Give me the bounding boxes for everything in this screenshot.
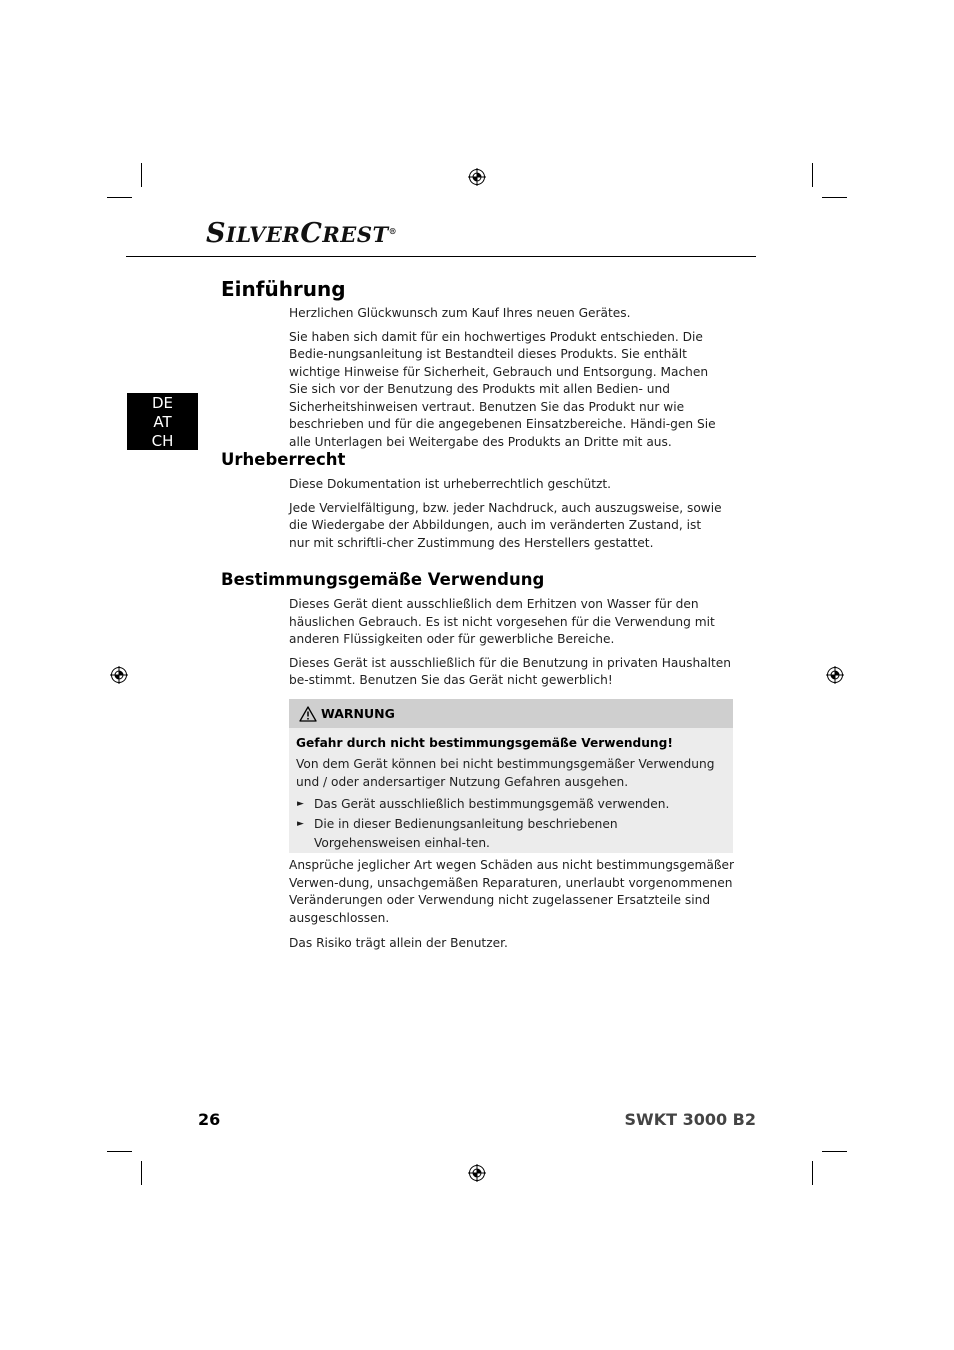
list-item: [296, 815, 725, 852]
model-name: SWKT 3000 B2: [624, 1110, 756, 1129]
warning-list: [296, 795, 725, 853]
paragraph: Jede Vervielfältigung, bzw. jeder Nachdruck, auch auszugsweise, sowie die Wiedergabe der Abbildungen, auch im veränderten Zustand, ist nur mit schriftli-cher Zustimmung des Herstellers gestattet.: [289, 500, 722, 550]
paragraph: Herzlichen Glückwunsch zum Kauf Ihres neuen Gerätes.: [289, 306, 631, 320]
header-rule: [126, 256, 756, 257]
logo-text: ILVER: [226, 222, 301, 247]
crop-mark: [822, 1151, 847, 1152]
section-heading-intended-use: Bestimmungsgemäße Verwendung: [221, 570, 545, 589]
warning-text: Von dem Gerät können bei nicht bestimmungsgemäßer Verwendung und / oder andersartiger Nutzung Gefahren ausgehen.: [296, 756, 715, 789]
registration-mark-icon: [110, 666, 128, 684]
paragraph: Das Risiko trägt allein der Benutzer.: [289, 936, 508, 950]
list-item-text: Das Gerät ausschließlich bestimmungsgemäß verwenden.: [314, 796, 670, 811]
page-number: 26: [198, 1110, 221, 1129]
crop-mark: [107, 1151, 132, 1152]
copyright-text: [289, 476, 725, 558]
crop-mark: [812, 1161, 813, 1185]
crop-mark: [812, 163, 813, 187]
logo-letter: S: [206, 218, 226, 249]
section-heading-copyright: Urheberrecht: [221, 450, 346, 469]
warning-triangle-icon: [299, 706, 317, 722]
lang-code: AT: [153, 413, 172, 431]
paragraph: Diese Dokumentation ist urheberrechtlich geschützt.: [289, 477, 612, 491]
registration-mark-icon: [468, 168, 486, 186]
intended-use-after-text: [289, 857, 735, 959]
intended-use-text: [289, 596, 733, 696]
registration-mark-icon: [468, 1164, 486, 1182]
logo-text: REST: [322, 222, 389, 247]
crop-mark: [822, 197, 847, 198]
warning-label: WARNUNG: [321, 706, 395, 721]
crop-mark: [141, 163, 142, 187]
paragraph: Dieses Gerät dient ausschließlich dem Erhitzen von Wasser für den häuslichen Gebrauch. Es ist nicht vorgesehen für die Verwendung mit anderen Flüssigkeiten oder für gewerbliche Bereiche.: [289, 597, 715, 646]
paragraph: Dieses Gerät ist ausschließlich für die Benutzung in privaten Haushalten be-stimmt. Benutzen Sie das Gerät nicht gewerblich!: [289, 655, 732, 687]
brand-logo: [206, 218, 397, 249]
paragraph: Sie haben sich damit für ein hochwertiges Produkt entschieden. Die Bedie-nungsanleitung ist Bestandteil dieses Produkts. Sie enthält wichtige Hinweise für Sicherheit, Gebrauch und Entsorgung. Machen Sie sich vor der Benutzung des Produkts mit allen Bedien- und Sicherheitshinweisen vertraut. Benutzen Sie das Produkt nur wie beschrieben und für die angegebenen Einsatzbereiche. Händi-gen Sie alle Unterlagen bei Weitergabe des Produkts an Dritte mit aus.: [289, 329, 716, 449]
list-item: [296, 795, 725, 814]
arrow-right-icon: ►: [297, 798, 304, 809]
language-tab: [127, 393, 198, 450]
warning-box: [289, 699, 733, 853]
list-item-text: Die in dieser Bedienungsanleitung beschriebenen Vorgehensweisen einhal-ten.: [314, 817, 618, 850]
section-heading-intro: Einführung: [221, 277, 346, 301]
arrow-right-icon: ►: [297, 819, 304, 829]
crop-mark: [107, 197, 132, 198]
lang-code: CH: [151, 432, 174, 450]
crop-mark: [141, 1161, 142, 1185]
warning-content: [289, 728, 733, 852]
warning-subtitle: Gefahr durch nicht bestimmungsgemäße Verwendung!: [296, 736, 673, 750]
logo-letter: C: [300, 218, 323, 249]
lang-code: DE: [151, 394, 174, 412]
paragraph: Ansprüche jeglicher Art wegen Schäden aus nicht bestimmungsgemäßer Verwen-dung, unsachgemäßen Reparaturen, unerlaubt vorgenommenen Veränderungen oder Verwendung nicht zugelassener Ersatzteile sind ausgeschlossen.: [289, 858, 735, 925]
registration-mark-icon: [826, 666, 844, 684]
warning-header: [289, 699, 733, 728]
registered-mark: ®: [388, 226, 398, 236]
intro-text: [289, 305, 729, 457]
